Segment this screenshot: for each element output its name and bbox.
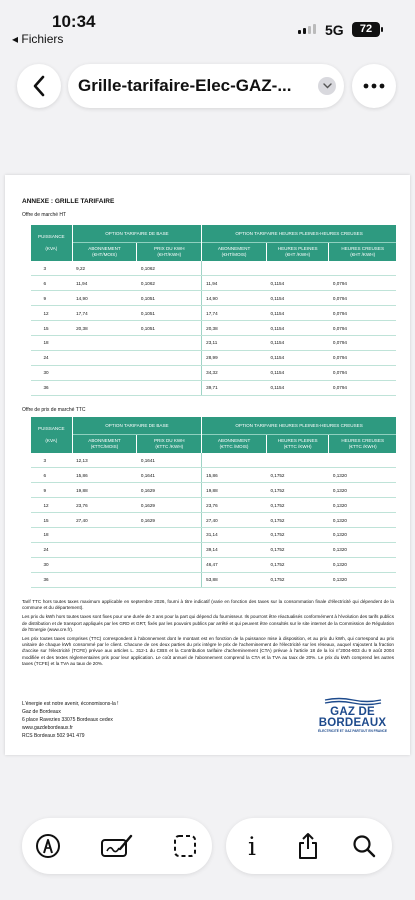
price-cell: 0,1154 [266, 276, 328, 291]
hphc-option-header: OPTION TARIFAIRE HEURES PLEINES-HEURES CREUSES [202, 225, 396, 242]
price-cell: 0,1062 [137, 261, 202, 276]
price-cell: 0,1154 [266, 380, 328, 395]
price-cell [266, 261, 328, 276]
info-icon: i [248, 831, 256, 861]
price-cell: 0,1752 [266, 527, 328, 542]
column-header: ABONNEMENT (€TTC/MOIS) [72, 434, 137, 453]
kva-cell: 12 [31, 498, 73, 513]
search-icon [352, 834, 376, 858]
price-cell [72, 365, 137, 380]
kva-cell: 6 [31, 468, 73, 483]
price-cell: 39,14 [202, 542, 267, 557]
price-cell: 20,38 [72, 321, 137, 336]
price-cell: 0,1154 [266, 306, 328, 321]
price-cell: 0,0794 [329, 380, 396, 395]
price-cell: 0,1752 [266, 468, 328, 483]
kva-header: PUISSANCE (KVA) [31, 417, 73, 453]
base-option-header: OPTION TARIFAIRE DE BASE [72, 417, 202, 434]
gaz-de-bordeaux-logo [310, 697, 395, 733]
price-cell [329, 261, 396, 276]
logo-line1: GAZ DE [330, 706, 375, 718]
price-cell [137, 350, 202, 365]
navigation-bar [0, 62, 415, 112]
price-cell: 0,1154 [266, 335, 328, 350]
price-cell: 19,88 [202, 483, 267, 498]
price-cell: 11,94 [72, 276, 137, 291]
chevron-down-icon [318, 77, 336, 95]
price-cell: 17,74 [202, 306, 267, 321]
column-header: HEURES CREUSES (€HT /KWH) [329, 242, 396, 261]
price-cell: 17,74 [72, 306, 137, 321]
price-cell: 0,1320 [329, 542, 396, 557]
table-row [31, 321, 397, 336]
table-row [31, 572, 397, 587]
share-button[interactable] [290, 828, 326, 864]
selection-button[interactable] [167, 828, 203, 864]
share-icon [296, 832, 320, 860]
kva-cell: 6 [31, 276, 73, 291]
price-cell: 12,13 [72, 453, 137, 468]
column-header: PRIX DU KWH (€TTC /KWH) [137, 434, 202, 453]
price-cell: 23,11 [202, 335, 267, 350]
price-cell: 0,0794 [329, 276, 396, 291]
table-row [31, 365, 397, 380]
price-cell: 0,1629 [137, 513, 202, 528]
table-row [31, 557, 397, 572]
table-row [31, 380, 397, 395]
price-cell: 0,1051 [137, 321, 202, 336]
price-cell: 0,1752 [266, 542, 328, 557]
kva-cell: 15 [31, 513, 73, 528]
table-row [31, 276, 397, 291]
footer-rcs: RCS Bordeaux 502 941 479 [22, 733, 85, 739]
status-time: 10:34 [52, 12, 96, 31]
price-cell [72, 380, 137, 395]
price-cell: 15,86 [72, 468, 137, 483]
table-row [31, 306, 397, 321]
column-header: ABONNEMENT (€HT/MOIS) [202, 242, 267, 261]
back-to-app-link[interactable]: ◂ Fichiers [12, 32, 64, 46]
price-cell [202, 453, 267, 468]
price-cell: 0,1629 [137, 498, 202, 513]
table-row [31, 527, 397, 542]
price-cell: 0,1320 [329, 468, 396, 483]
column-header: HEURES PLEINES (€HT /KWH) [266, 242, 328, 261]
price-cell: 0,1051 [137, 291, 202, 306]
more-button[interactable] [352, 64, 396, 108]
price-cell: 14,90 [202, 291, 267, 306]
price-cell: 0,1320 [329, 557, 396, 572]
note-paragraph: Les prix toutes taxes comprises (TTC) correspondent à l'abonnement dont le montant est en fonction de la puissance mise à disposition, et au prix du kWh, qui correspond au prix unitaire de chaque kWh consommé par le client. Chacune de ces deux parties du prix intègre le prix de l'acheminement de l'électricité sur les réseaux, auquel s'ajoutent la fraction d'accise sur l'électricité (TCFE) prévue aux articles L. 312-1 du CIBS et la Contribution tarifaire d'acheminement (CTA) prévue à l'article 18 de la loi n°2004-803 du 9 août 2004 modifiée et des textes réglementaires pris pour leur application. Le coût annuel de l'abonnement comprend la CTA et la TVA au taux de 20%. Le prix du kWh comprend les autres taxes (TCFE) et la TVA au taux de 20%. [22, 636, 394, 666]
ttc-offer-title: Offre de prix de marché TTC [22, 407, 86, 413]
kva-cell: 3 [31, 261, 73, 276]
kva-cell: 24 [31, 542, 73, 557]
hphc-option-header: OPTION TARIFAIRE HEURES PLEINES-HEURES CREUSES [202, 417, 396, 434]
price-cell: 0,1320 [329, 483, 396, 498]
signature-icon [100, 833, 134, 859]
price-cell: 0,1154 [266, 291, 328, 306]
price-cell [137, 365, 202, 380]
kva-cell: 9 [31, 291, 73, 306]
price-cell: 0,1752 [266, 557, 328, 572]
price-cell: 11,94 [202, 276, 267, 291]
price-cell [72, 350, 137, 365]
price-cell [266, 453, 328, 468]
price-cell [137, 542, 202, 557]
footer-street: 6 place Ravezies 33075 Bordeaux cedex [22, 717, 113, 723]
table-row [31, 453, 397, 468]
price-cell: 0,0794 [329, 291, 396, 306]
kva-cell: 15 [31, 321, 73, 336]
price-cell: 27,40 [72, 513, 137, 528]
price-cell [137, 572, 202, 587]
highlighter-icon [35, 833, 61, 859]
kva-cell: 18 [31, 335, 73, 350]
price-cell: 31,14 [202, 527, 267, 542]
column-header: HEURES PLEINES (€TTC /KWH) [266, 434, 328, 453]
kva-cell: 36 [31, 572, 73, 587]
footer-website: www.gazdebordeaux.fr [22, 725, 73, 731]
ht-offer-title: Offre de marché HT [22, 212, 67, 218]
price-cell: 0,0794 [329, 365, 396, 380]
price-cell: 20,38 [202, 321, 267, 336]
price-cell [72, 527, 137, 542]
price-cell [72, 572, 137, 587]
kva-cell: 9 [31, 483, 73, 498]
kva-cell: 24 [31, 350, 73, 365]
document-title: Grille-tarifaire-Elec-GAZ-... [78, 76, 292, 95]
price-cell: 19,88 [72, 483, 137, 498]
kva-cell: 12 [31, 306, 73, 321]
footer-slogan: L'énergie est notre avenir, économisons-la ! [22, 701, 119, 707]
table-row [31, 468, 397, 483]
price-cell [202, 261, 267, 276]
table-row [31, 350, 397, 365]
price-cell: 14,90 [72, 291, 137, 306]
price-cell: 0,1641 [137, 453, 202, 468]
price-cell: 0,1641 [137, 468, 202, 483]
table-row [31, 513, 397, 528]
document-title-menu[interactable] [68, 64, 344, 108]
price-cell: 0,1062 [137, 276, 202, 291]
markup-tools-group [22, 818, 212, 874]
price-cell: 39,71 [202, 380, 267, 395]
price-cell: 0,1752 [266, 572, 328, 587]
kva-cell: 3 [31, 453, 73, 468]
search-button[interactable] [346, 828, 382, 864]
tariff-notes [22, 599, 394, 670]
price-cell: 0,1752 [266, 513, 328, 528]
kva-cell: 30 [31, 557, 73, 572]
price-cell: 9,22 [72, 261, 137, 276]
price-cell: 46,47 [202, 557, 267, 572]
column-header: ABONNEMENT (€HT/MOIS) [72, 242, 137, 261]
kva-cell: 18 [31, 527, 73, 542]
price-cell: 0,1154 [266, 365, 328, 380]
back-button[interactable] [17, 64, 61, 108]
signature-button[interactable] [99, 828, 135, 864]
table-row [31, 498, 397, 513]
price-cell [72, 557, 137, 572]
column-header: HEURES CREUSES (€TTC /KWH) [329, 434, 396, 453]
table-row [31, 335, 397, 350]
kva-cell: 36 [31, 380, 73, 395]
annex-title: ANNEXE : GRILLE TARIFAIRE [22, 198, 115, 205]
footer-address [22, 700, 119, 740]
table-row [31, 261, 397, 276]
kva-header: PUISSANCE (KVA) [31, 225, 73, 261]
kva-cell: 30 [31, 365, 73, 380]
price-cell: 0,0794 [329, 306, 396, 321]
network-type: 5G [325, 22, 344, 38]
price-cell: 0,1320 [329, 527, 396, 542]
base-option-header: OPTION TARIFAIRE DE BASE [72, 225, 202, 242]
note-paragraph: Les prix du kWh hors toutes taxes sont fixes pour une durée de 3 ans pour la part qui dépend du fournisseur. Ils pourront être réactualisés conformément à l'évolution des tarifs publics de distribution et de transport appliqués par les GRD et GRT, fixés par les pouvoirs publics par arrêté et qui peuvent être consultés sur le site internet de la Commission de Régulation de l'Energie (www.cre.fr). [22, 614, 394, 632]
column-header: ABONNEMENT (€TTC /MOIS) [202, 434, 267, 453]
logo-tagline: ÉLECTRICITÉ ET GAZ PARTOUT EN FRANCE [318, 729, 387, 733]
logo-line2: BORDEAUX [318, 717, 387, 729]
note-paragraph: Tarif TTC hors toutes taxes maximum applicable en septembre 2026, fourni à titre indicatif (varie en fonction des taxes sur la consommation finale d'électricité qui dépendent de la commune et du département). [22, 599, 394, 611]
price-cell: 34,32 [202, 365, 267, 380]
price-cell: 0,0794 [329, 321, 396, 336]
price-cell: 53,88 [202, 572, 267, 587]
column-header: PRIX DU KWH (€HT/KWH) [137, 242, 202, 261]
price-cell [137, 335, 202, 350]
price-cell: 0,1320 [329, 498, 396, 513]
price-cell: 15,86 [202, 468, 267, 483]
bottom-toolbar [0, 818, 415, 874]
table-row [31, 542, 397, 557]
price-cell: 27,40 [202, 513, 267, 528]
price-cell: 28,99 [202, 350, 267, 365]
price-cell: 0,0794 [329, 335, 396, 350]
ht-tariff-table [30, 225, 396, 396]
logo-wave-icon [323, 697, 383, 706]
price-cell [137, 557, 202, 572]
ttc-tariff-table [30, 417, 396, 588]
table-row [31, 483, 397, 498]
info-button[interactable] [234, 828, 270, 864]
price-cell: 0,1154 [266, 350, 328, 365]
price-cell: 23,76 [72, 498, 137, 513]
price-cell: 0,1320 [329, 572, 396, 587]
table-row [31, 291, 397, 306]
price-cell: 0,1752 [266, 483, 328, 498]
price-cell: 0,1320 [329, 513, 396, 528]
price-cell [137, 380, 202, 395]
selection-icon [173, 834, 197, 858]
price-cell: 23,76 [202, 498, 267, 513]
price-cell: 0,1051 [137, 306, 202, 321]
price-cell [72, 335, 137, 350]
price-cell [329, 453, 396, 468]
status-bar [0, 0, 415, 50]
price-cell: 0,1752 [266, 498, 328, 513]
chevron-left-icon [32, 75, 46, 97]
price-cell [72, 542, 137, 557]
price-cell: 0,0794 [329, 350, 396, 365]
price-cell: 0,1154 [266, 321, 328, 336]
battery-icon: 72 [352, 22, 380, 37]
footer-company: Gaz de Bordeaux [22, 709, 61, 715]
document-tools-group [226, 818, 392, 874]
price-cell [137, 527, 202, 542]
signal-icon [298, 24, 316, 34]
more-icon [363, 83, 385, 89]
price-cell: 0,1629 [137, 483, 202, 498]
highlighter-button[interactable] [30, 828, 66, 864]
document-page[interactable] [5, 175, 410, 755]
